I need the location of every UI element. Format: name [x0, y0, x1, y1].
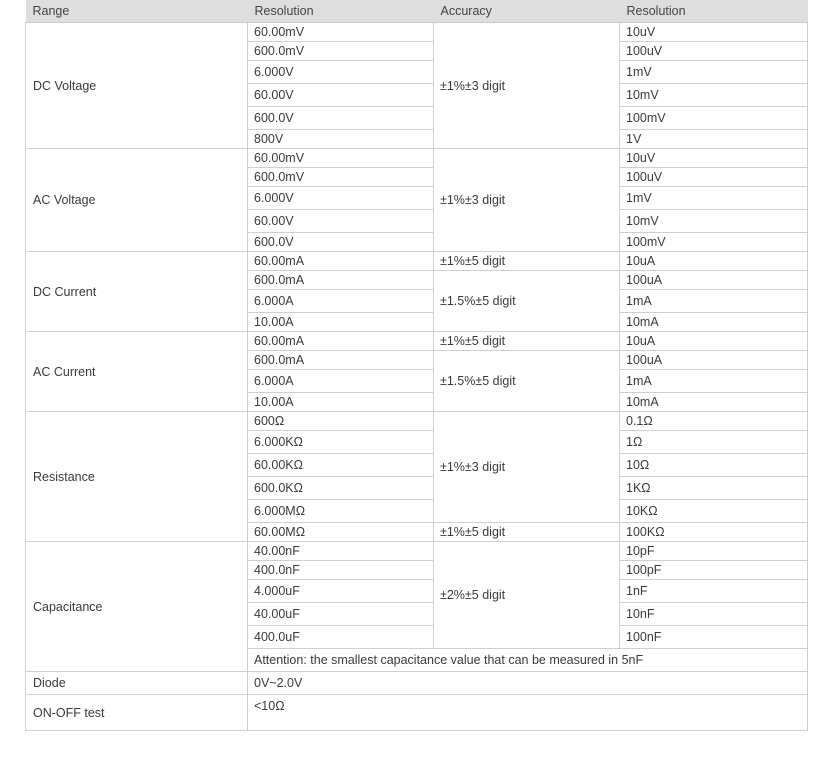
resolution-value: 1mA	[620, 370, 808, 393]
table-row	[26, 23, 808, 42]
range-value: 600.0mV	[248, 168, 434, 187]
accuracy-value: ±1%±5 digit	[434, 332, 620, 351]
range-value: 6.000A	[248, 290, 434, 313]
resolution-value: 100KΩ	[620, 523, 808, 542]
resolution-value: 10pF	[620, 542, 808, 561]
range-value: 60.00mA	[248, 332, 434, 351]
resolution-value: 1V	[620, 130, 808, 149]
resolution-value: 1Ω	[620, 431, 808, 454]
resolution-value: 10uA	[620, 332, 808, 351]
header-range: Range	[26, 0, 248, 23]
range-value: 60.00mA	[248, 252, 434, 271]
header-accuracy: Accuracy	[434, 0, 620, 23]
header-resolution: Resolution	[248, 0, 434, 23]
group-label: DC Voltage	[26, 23, 248, 149]
onoff-label: ON-OFF test	[26, 695, 248, 731]
range-value: 60.00mV	[248, 149, 434, 168]
accuracy-value: ±1%±3 digit	[434, 23, 620, 149]
range-value: 60.00V	[248, 210, 434, 233]
range-value: 800V	[248, 130, 434, 149]
range-value: 60.00V	[248, 84, 434, 107]
range-value: 600.0V	[248, 233, 434, 252]
resolution-value: 10mV	[620, 84, 808, 107]
resolution-value: 10mV	[620, 210, 808, 233]
resolution-value: 100uV	[620, 42, 808, 61]
resolution-value: 1mA	[620, 290, 808, 313]
table-row	[26, 542, 808, 561]
range-value: 6.000V	[248, 61, 434, 84]
range-value: 10.00A	[248, 313, 434, 332]
resolution-value: 10uV	[620, 149, 808, 168]
range-value: 600.0mA	[248, 351, 434, 370]
resolution-value: 10Ω	[620, 454, 808, 477]
table-row	[26, 412, 808, 431]
accuracy-value: ±1.5%±5 digit	[434, 271, 620, 332]
range-value: 400.0uF	[248, 626, 434, 649]
table-row	[26, 672, 808, 695]
header-row	[26, 0, 808, 23]
group-label: AC Voltage	[26, 149, 248, 252]
range-value: 400.0nF	[248, 561, 434, 580]
onoff-value: <10Ω	[248, 695, 808, 731]
resolution-value: 10uV	[620, 23, 808, 42]
resolution-value: 100nF	[620, 626, 808, 649]
range-value: 40.00nF	[248, 542, 434, 561]
group-label: Resistance	[26, 412, 248, 542]
resolution-value: 0.1Ω	[620, 412, 808, 431]
resolution-value: 100uV	[620, 168, 808, 187]
resolution-value: 10uA	[620, 252, 808, 271]
resolution-value: 100uA	[620, 271, 808, 290]
range-value: 6.000KΩ	[248, 431, 434, 454]
resolution-value: 1nF	[620, 580, 808, 603]
range-value: 60.00KΩ	[248, 454, 434, 477]
resolution-value: 1KΩ	[620, 477, 808, 500]
range-value: 6.000A	[248, 370, 434, 393]
resolution-value: 10mA	[620, 393, 808, 412]
table-row	[26, 332, 808, 351]
range-value: 600.0KΩ	[248, 477, 434, 500]
accuracy-value: ±2%±5 digit	[434, 542, 620, 649]
range-value: 4.000uF	[248, 580, 434, 603]
resolution-value: 100uA	[620, 351, 808, 370]
accuracy-value: ±1%±5 digit	[434, 252, 620, 271]
range-value: 600.0mV	[248, 42, 434, 61]
range-value: 60.00mV	[248, 23, 434, 42]
resolution-value: 1mV	[620, 61, 808, 84]
resolution-value: 10mA	[620, 313, 808, 332]
accuracy-value: ±1%±3 digit	[434, 412, 620, 523]
table-row	[26, 695, 808, 731]
range-value: 60.00MΩ	[248, 523, 434, 542]
range-value: 600Ω	[248, 412, 434, 431]
resolution-value: 100pF	[620, 561, 808, 580]
range-value: 10.00A	[248, 393, 434, 412]
table-row	[26, 252, 808, 271]
group-label: AC Current	[26, 332, 248, 412]
spec-table	[25, 0, 808, 731]
resolution-value: 10KΩ	[620, 500, 808, 523]
group-label: DC Current	[26, 252, 248, 332]
range-value: 600.0mA	[248, 271, 434, 290]
header-resolution-2: Resolution	[620, 0, 808, 23]
accuracy-value: ±1%±5 digit	[434, 523, 620, 542]
diode-value: 0V~2.0V	[248, 672, 808, 695]
resolution-value: 1mV	[620, 187, 808, 210]
accuracy-value: ±1%±3 digit	[434, 149, 620, 252]
table-row	[26, 149, 808, 168]
resolution-value: 100mV	[620, 107, 808, 130]
accuracy-value: ±1.5%±5 digit	[434, 351, 620, 412]
range-value: 600.0V	[248, 107, 434, 130]
range-value: 6.000V	[248, 187, 434, 210]
group-label: Capacitance	[26, 542, 248, 672]
range-value: 6.000MΩ	[248, 500, 434, 523]
range-value: 40.00uF	[248, 603, 434, 626]
diode-label: Diode	[26, 672, 248, 695]
resolution-value: 100mV	[620, 233, 808, 252]
resolution-value: 10nF	[620, 603, 808, 626]
capacitance-note: Attention: the smallest capacitance value that can be measured in 5nF	[248, 649, 808, 672]
